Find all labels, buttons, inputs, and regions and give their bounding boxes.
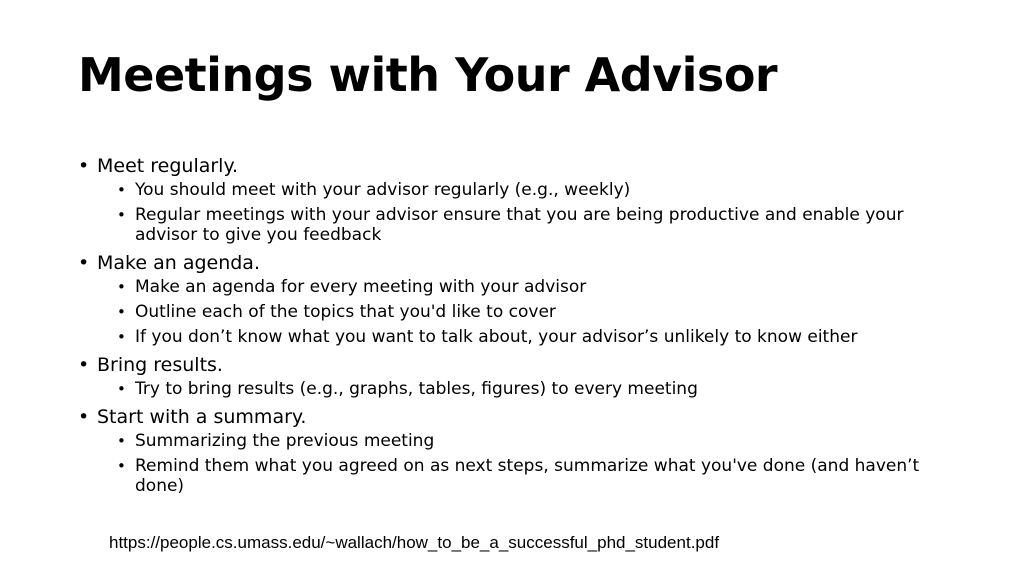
bullet-text: Make an agenda. xyxy=(97,252,260,274)
slide-title: Meetings with Your Advisor xyxy=(78,48,778,102)
bullet-start-summary xyxy=(78,406,958,496)
source-url: https://people.cs.umass.edu/~wallach/how_to_be_a_successful_phd_student.pdf xyxy=(109,533,720,552)
bullet-text: Meet regularly. xyxy=(97,155,239,177)
sub-bullet: • Summarizing the previous meeting xyxy=(116,431,958,451)
sub-bullet-list xyxy=(97,379,958,399)
bullet-make-agenda xyxy=(78,252,958,347)
sub-bullet: • Try to bring results (e.g., graphs, tables, figures) to every meeting xyxy=(116,379,958,399)
sub-bullet-list xyxy=(97,431,958,496)
bullet-text: Start with a summary. xyxy=(97,406,307,428)
sub-bullet: • Outline each of the topics that you'd like to cover xyxy=(116,302,958,322)
sub-bullet-list xyxy=(97,277,958,347)
sub-bullet: • Remind them what you agreed on as next steps, summarize what you've done (and haven’t done) xyxy=(116,456,958,496)
sub-bullet-list xyxy=(97,180,958,245)
sub-bullet: • You should meet with your advisor regularly (e.g., weekly) xyxy=(116,180,958,200)
bullet-text: Bring results. xyxy=(97,354,223,376)
bullet-list xyxy=(78,155,958,501)
sub-bullet: • Regular meetings with your advisor ensure that you are being productive and enable your advisor to give you feedback xyxy=(116,205,958,245)
sub-bullet: • If you don’t know what you want to talk about, your advisor’s unlikely to know either xyxy=(116,327,958,347)
sub-bullet: • Make an agenda for every meeting with your advisor xyxy=(116,277,958,297)
bullet-bring-results xyxy=(78,354,958,399)
bullet-meet-regularly xyxy=(78,155,958,245)
